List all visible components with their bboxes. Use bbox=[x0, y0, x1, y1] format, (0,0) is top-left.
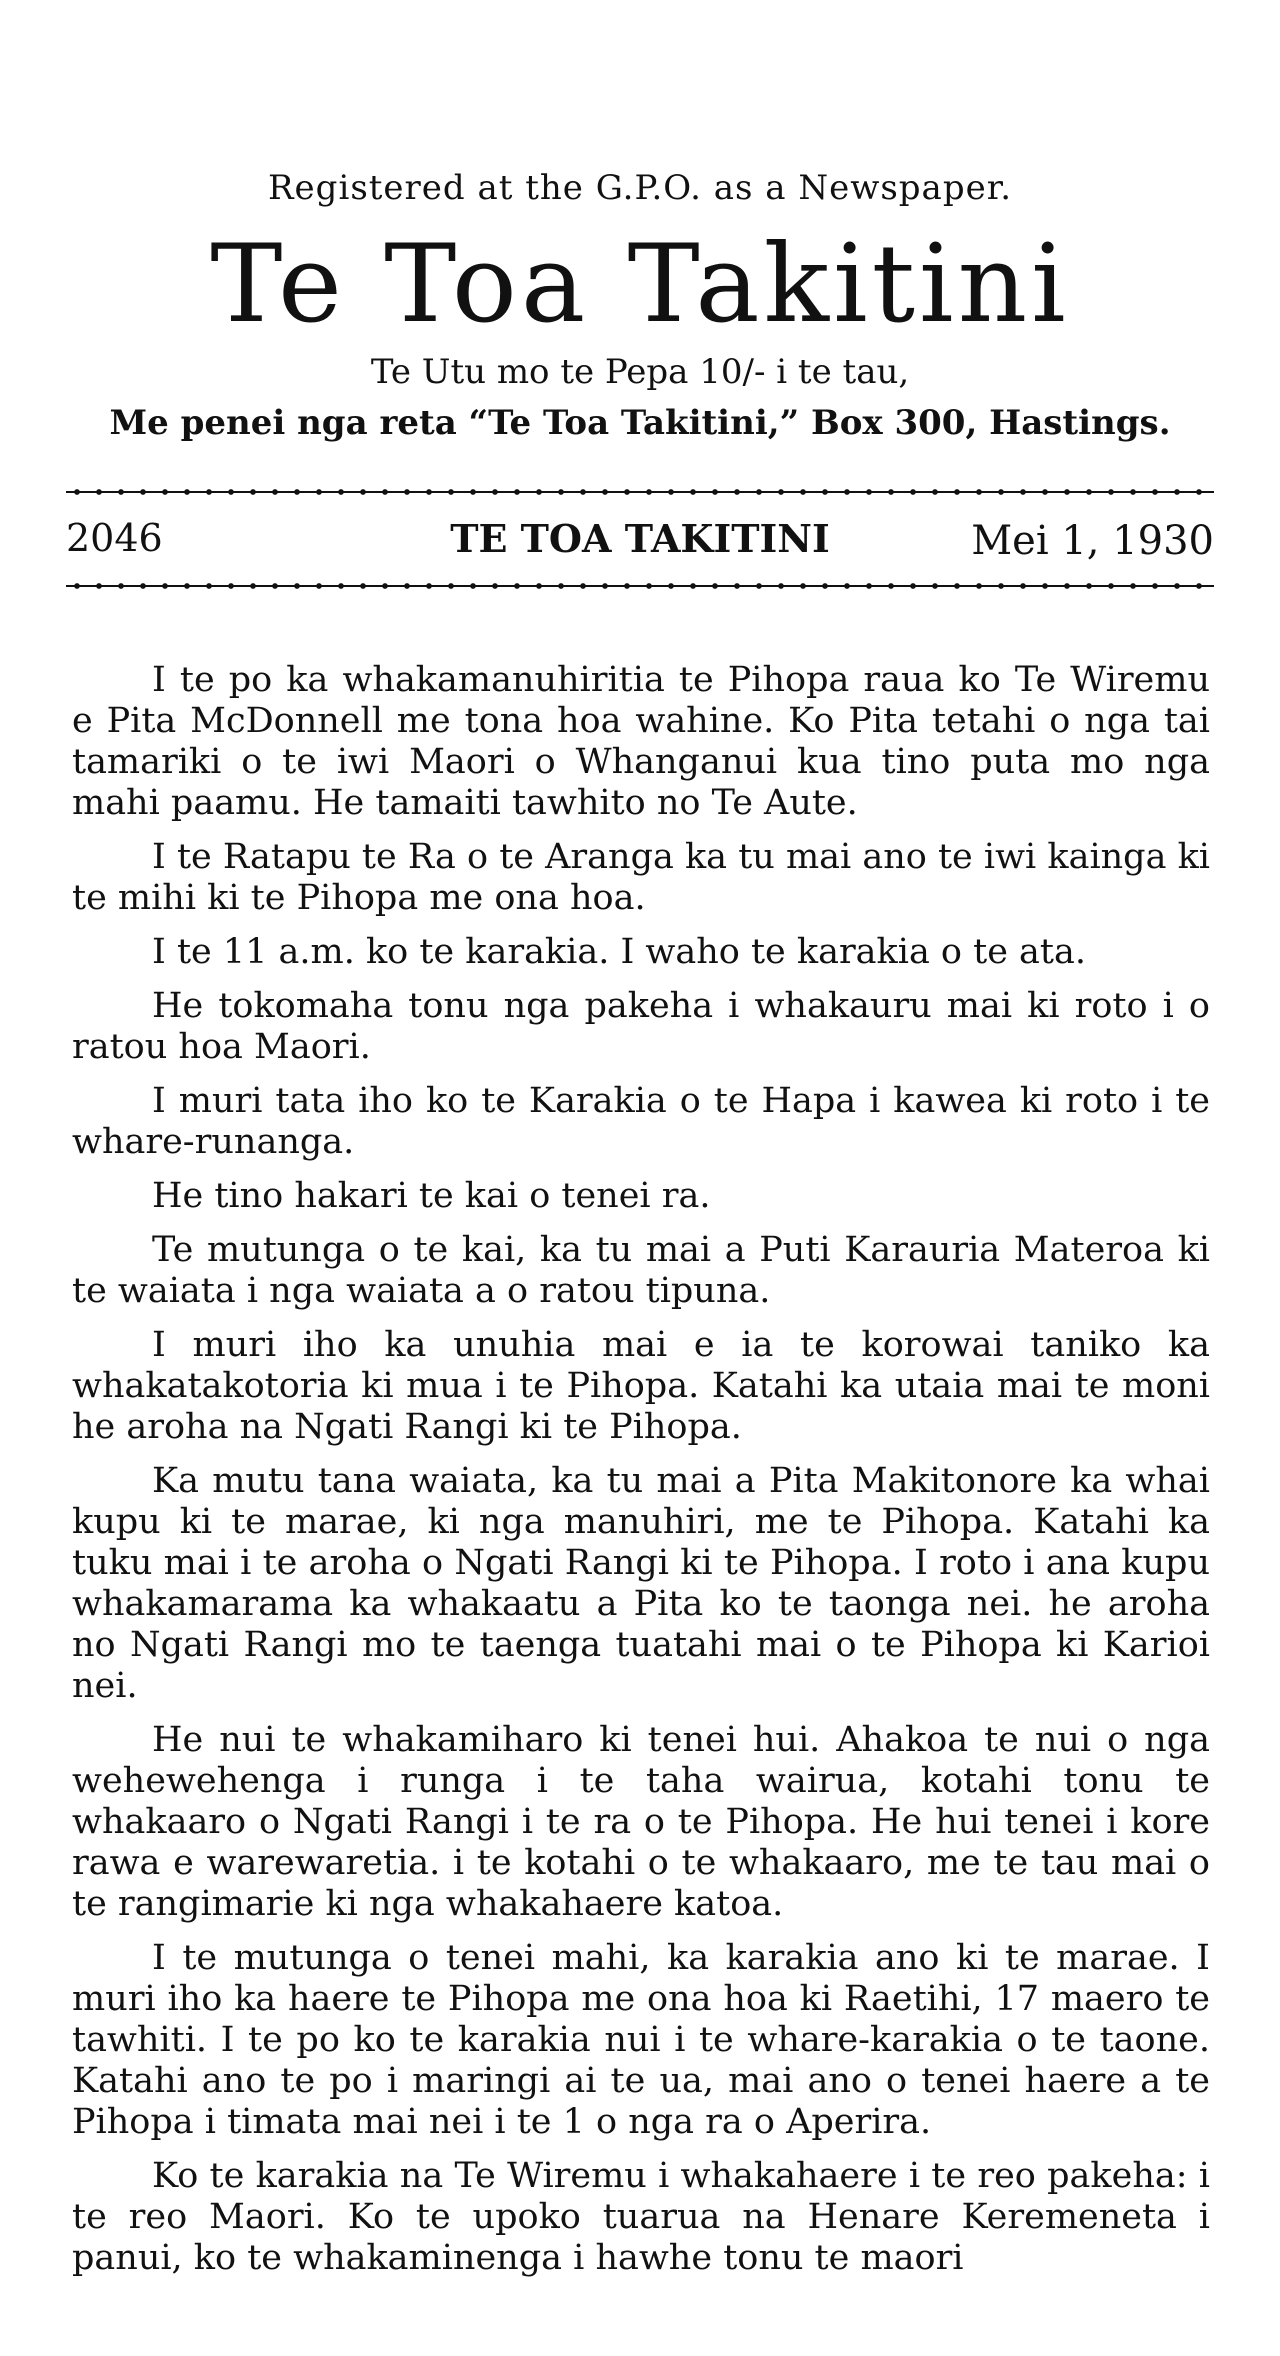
running-head-title: TE TOA TAKITINI bbox=[450, 516, 830, 561]
article-paragraph: I te po ka whakamanuhiritia te Pihopa raua ko Te Wiremu e Pita McDonnell me tona hoa wahine. Ko Pita tetahi o nga tai tamariki o te iwi Maori o Whanganui kua tino puta mo nga mahi paamu. He tamaiti tawhito no Te Aute. bbox=[72, 660, 1210, 823]
article-paragraph: He nui te whakamiharo ki tenei hui. Ahakoa te nui o nga wehewehenga i runga i te taha wairua, kotahi tonu te whakaaro o Ngati Rangi i te ra o te Pihopa. He hui tenei i kore rawa e warewaretia. i te kotahi o te whakaaro, me te tau mai o te rangimarie ki nga whakahaere katoa. bbox=[72, 1720, 1210, 1924]
issue-date: Mei 1, 1930 bbox=[971, 518, 1214, 564]
article-paragraph: He tokomaha tonu nga pakeha i whakauru mai ki roto i o ratou hoa Maori. bbox=[72, 986, 1210, 1067]
article-paragraph: I te Ratapu te Ra o te Aranga ka tu mai ano te iwi kainga ki te mihi ki te Pihopa me ona hoa. bbox=[72, 837, 1210, 918]
article-paragraph: He tino hakari te kai o tenei ra. bbox=[152, 1176, 711, 1216]
article-paragraph: I muri iho ka unuhia mai e ia te korowai taniko ka whakatakotoria ki mua i te Pihopa. Katahi ka utaia mai te moni he aroha na Ngati Rangi ki te Pihopa. bbox=[72, 1325, 1210, 1447]
article-paragraph: I te 11 a.m. ko te karakia. I waho te karakia o te ata. bbox=[152, 932, 1086, 972]
article-paragraph: Ko te karakia na Te Wiremu i whakahaere i te reo pakeha: i te reo Maori. Ko te upoko tuarua na Henare Keremeneta i panui, ko te whakaminenga i hawhe tonu te maori bbox=[72, 2156, 1210, 2278]
article-paragraph: Ka mutu tana waiata, ka tu mai a Pita Makitonore ka whai kupu ki te marae, ki nga manuhiri, me te Pihopa. Katahi ka tuku mai i te aroha o Ngati Rangi ki te Pihopa. I roto i ana kupu whakamarama ka whakaatu a Pita ko te taonga nei. he aroha no Ngati Rangi mo te taenga tuatahi mai o te Pihopa ki Karioi nei. bbox=[72, 1461, 1210, 1706]
ornamental-rule-bottom bbox=[66, 580, 1214, 592]
article-paragraph: Te mutunga o te kai, ka tu mai a Puti Karauria Materoa ki te waiata i nga waiata a o ratou tipuna. bbox=[72, 1230, 1210, 1311]
postal-address: Me penei nga reta “Te Toa Takitini,” Box 300, Hastings. bbox=[109, 403, 1171, 443]
article-paragraph: I muri tata iho ko te Karakia o te Hapa i kawea ki roto i te whare-runanga. bbox=[72, 1081, 1210, 1162]
registration-notice: Registered at the G.P.O. as a Newspaper. bbox=[267, 168, 1013, 208]
ornamental-rule-top bbox=[66, 486, 1214, 498]
article-paragraph: I te mutunga o tenei mahi, ka karakia ano ki te marae. I muri iho ka haere te Pihopa me ona hoa ki Raetihi, 17 maero te tawhiti. I te po ko te karakia nui i te whare-karakia o te taone. Katahi ano te po i maringi ai te ua, mai ano o tenei haere a te Pihopa i timata mai nei i te 1 o nga ra o Aperira. bbox=[72, 1938, 1210, 2142]
subscription-price: Te Utu mo te Pepa 10/- i te tau, bbox=[370, 352, 910, 392]
running-head bbox=[66, 516, 1214, 566]
masthead-title: Te Toa Takitini bbox=[210, 222, 1070, 347]
page-number: 2046 bbox=[66, 516, 163, 560]
article-body bbox=[72, 660, 1210, 2292]
